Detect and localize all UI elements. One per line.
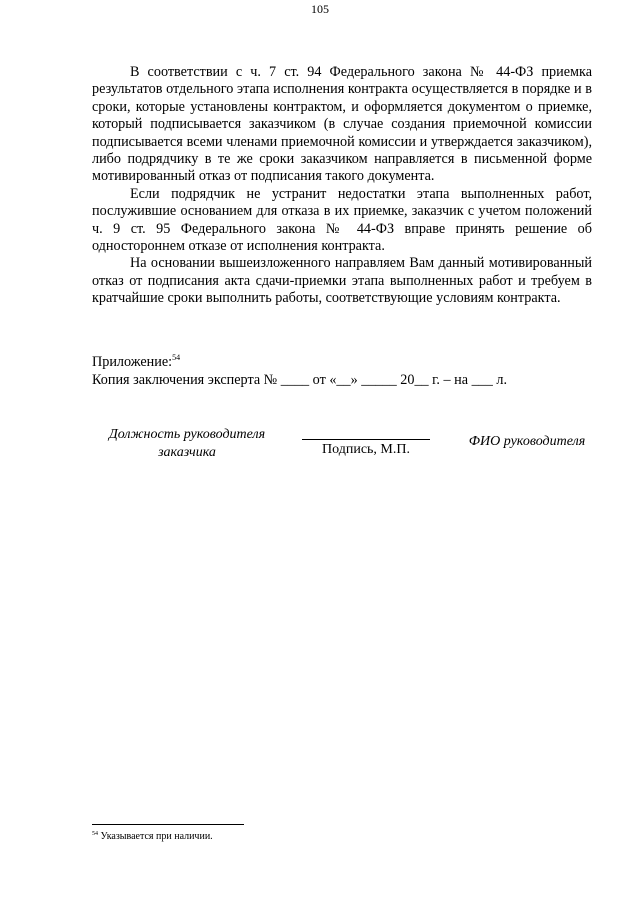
signature-line (302, 426, 430, 440)
footnote-divider (92, 824, 244, 825)
attachment-item: Копия заключения эксперта № ____ от «__» _____ 20__ г. – на ___ л. (92, 372, 508, 388)
attachment-section (92, 353, 592, 389)
name-caption: ФИО руководителя (468, 434, 586, 449)
footnote-number: 54 (92, 831, 98, 837)
position-caption-line2: заказчика (158, 445, 216, 460)
signature-field (302, 426, 430, 458)
attachment-label: Приложение: (92, 354, 173, 370)
signature-block (92, 426, 602, 466)
footnote (92, 831, 592, 843)
paragraph-refusal-notice: На основании вышеизложенного направляем Вам данный мотивированный отказ от подписания акта сдачи-приемки этапа выполненных работ и требуем в кратчайшие сроки выполнить работы, соответствующие условиям контракта. (92, 255, 592, 307)
paragraph-unilateral-refusal: Если подрядчик не устранит недостатки этапа выполненных работ, послужившие основанием для отказа в их приемке, заказчик с учетом положений ч. 9 ст. 95 Федерального закона № 44-ФЗ вправе принять решение об одностороннем отказе от исполнения контракта. (92, 185, 592, 255)
footnote-reference: 54 (172, 353, 181, 362)
position-caption-line1: Должность руководителя (108, 427, 266, 442)
footnote-text: Указывается при наличии. (100, 831, 213, 842)
attachment-label-line (92, 353, 592, 371)
document-body (92, 64, 592, 308)
position-caption (92, 426, 282, 462)
paragraph-acceptance-procedure: В соответствии с ч. 7 ст. 94 Федерального закона № 44-ФЗ приемка результатов отдельного этапа исполнения контракта осуществляется в порядке и в сроки, которые установлены контрактом, и оформляется документом о приемке, который подписывается заказчиком (в случае создания приемочной комиссии подписывается всеми членами приемочной комиссии и утверждается заказчиком), либо подрядчику в те же сроки заказчиком направляется в письменной форме мотивированный отказ от подписания такого документа. (92, 64, 592, 185)
signature-caption: Подпись, М.П. (322, 442, 410, 457)
page-number: 105 (311, 2, 329, 16)
